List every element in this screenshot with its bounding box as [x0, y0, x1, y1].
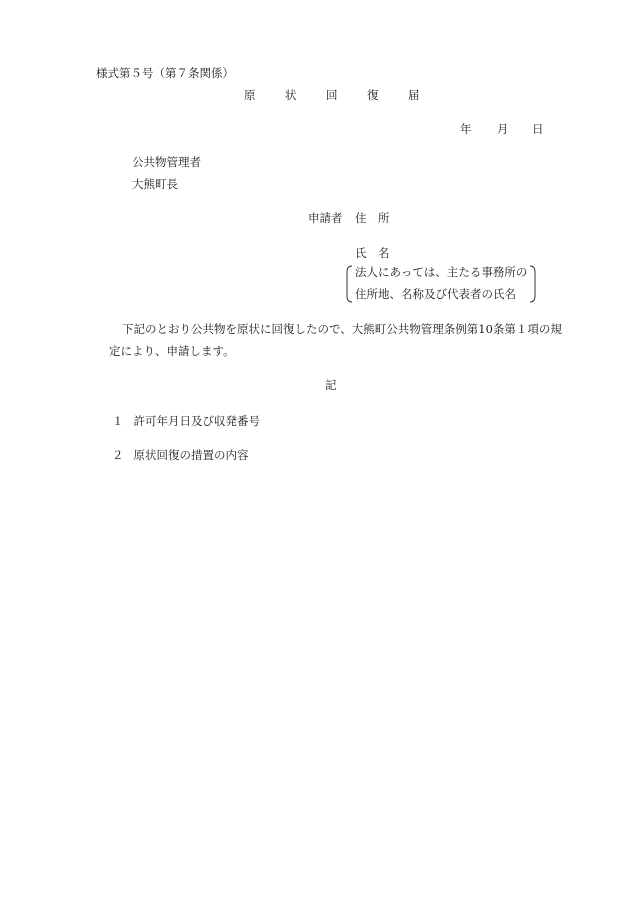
date-year: 年 [460, 122, 472, 136]
title-char: 回 [326, 88, 338, 102]
title-char: 状 [285, 88, 297, 102]
applicant-label: 申請者 [308, 211, 343, 225]
list-item [112, 450, 249, 462]
date-day: 日 [532, 122, 544, 136]
item-text: 許可年月日及び収発番号 [133, 414, 260, 428]
note-line-1: 法人にあっては、主たる事務所の [355, 265, 528, 279]
form-label: 様式第５号（第７条関係） [96, 66, 234, 80]
item-number: １ [112, 414, 124, 428]
corporate-note [345, 264, 537, 304]
ki-heading: 記 [325, 378, 337, 392]
recipient-line-1: 公共物管理者 [132, 155, 201, 169]
name-label: 氏 名 [355, 246, 390, 260]
title-char: 届 [408, 88, 420, 102]
item-number: ２ [112, 448, 124, 462]
list-item [112, 416, 260, 428]
recipient-line-2: 大熊町長 [132, 177, 178, 191]
item-text: 原状回復の措置の内容 [133, 448, 249, 462]
body-line-2: 定により、申請します。 [109, 344, 235, 358]
date-month: 月 [497, 122, 509, 136]
body-line-1: 下記のとおり公共物を原状に回復したので、大熊町公共物管理条例第10条第１項の規 [122, 322, 562, 336]
note-line-2: 住所地、名称及び代表者の氏名 [355, 287, 516, 301]
title-char: 原 [244, 88, 256, 102]
address-label: 住 所 [355, 211, 390, 225]
title-char: 復 [367, 88, 379, 102]
